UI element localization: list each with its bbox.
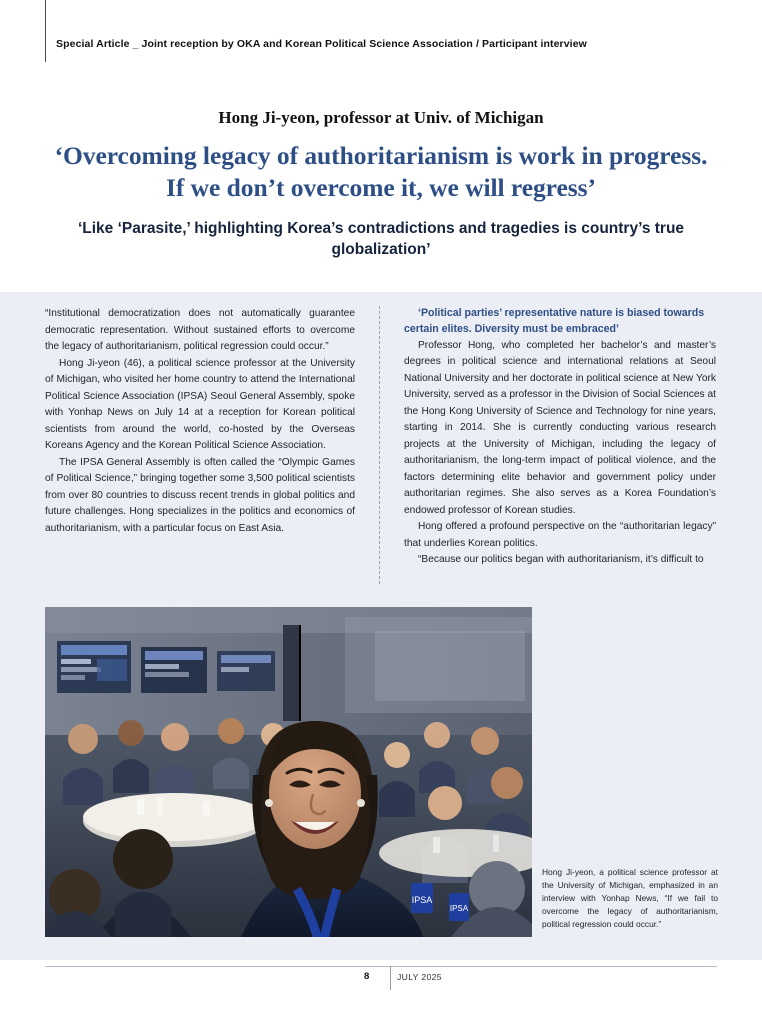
paragraph: Professor Hong, who completed her bachelor’s and master’s degrees in political science and international relations at Seoul National University and her doctorate in political science at New York University, served as a professor in the Division of Social Sciences at the Hong Kong University of Science and Technology for nine years, starting in 2014. She is currently conducting various research projects at the University of Michigan, including the legacy of authoritarianism, the long-term impact of political violence, and the factors determining elite behavior and government policy under authoritarian regimes. She also serves as a Korea Foundation’s endowed professor of Korean studies. — [404, 339, 716, 516]
paragraph: The IPSA General Assembly is often called the “Olympic Games of Political Science,” bringing together some 3,500 political scientists from over 80 countries to discuss recent trends in global politics and future challenges. Hong specializes in the politics and economics of authoritarianism, with a particular focus on East Asia. — [45, 456, 355, 534]
paragraph: “Institutional democratization does not automatically guarantee democratic representation. Without sustained efforts to overcome the legacy of authoritarianism, political regression could occur.” — [45, 308, 355, 353]
headline-block — [45, 108, 717, 261]
column-divider — [379, 306, 380, 584]
svg-text:IPSA: IPSA — [449, 904, 469, 913]
headline-subhead: ‘Like ‘Parasite,’ highlighting Korea’s contradictions and tragedies is country’s true globalization’ — [77, 219, 685, 259]
body-column-left — [45, 306, 355, 537]
header-vertical-rule — [45, 0, 46, 62]
page-number: 8 — [364, 971, 370, 982]
issue-date: JULY 2025 — [397, 972, 442, 982]
paragraph: Hong Ji-yeon (46), a political science professor at the University of Michigan, who visited her home country to attend the International Political Science Association (IPSA) Seoul General Assembly, spoke with Yonhap News on July 14 at a reception for Korean political scientists from around the world, co-hosted by the Overseas Koreans Agency and the Korean Political Science Association. — [45, 357, 355, 452]
article-photo — [45, 607, 532, 937]
headline-deck: Hong Ji-yeon, professor at Univ. of Michigan — [218, 108, 544, 127]
article-kicker: Special Article _ Joint reception by OKA and Korean Political Science Association / Participant interview — [56, 38, 587, 50]
paragraph: “Because our politics began with authoritarianism, it’s difficult to — [418, 554, 704, 566]
section-subhead: ‘Political parties’ representative nature is biased towards certain elites. Diversity must be embraced’ — [404, 307, 705, 335]
footer-vertical-rule — [390, 966, 391, 990]
body-column-right — [404, 306, 716, 569]
paragraph: Hong offered a profound perspective on the “authoritarian legacy” that underlies Korean politics. — [404, 521, 716, 549]
footer-divider — [45, 966, 717, 967]
photo-illustration — [45, 607, 532, 937]
svg-text:IPSA: IPSA — [411, 895, 433, 905]
page-title: ‘Overcoming legacy of authoritarianism is work in progress. If we don’t overcome it, we will regress’ — [54, 141, 708, 202]
photo-caption: Hong Ji-yeon, a political science professor at the University of Michigan, emphasized in an interview with Yonhap News, “If we fail to overcome the legacy of authoritarianism, political regression could occur.” — [542, 867, 718, 930]
